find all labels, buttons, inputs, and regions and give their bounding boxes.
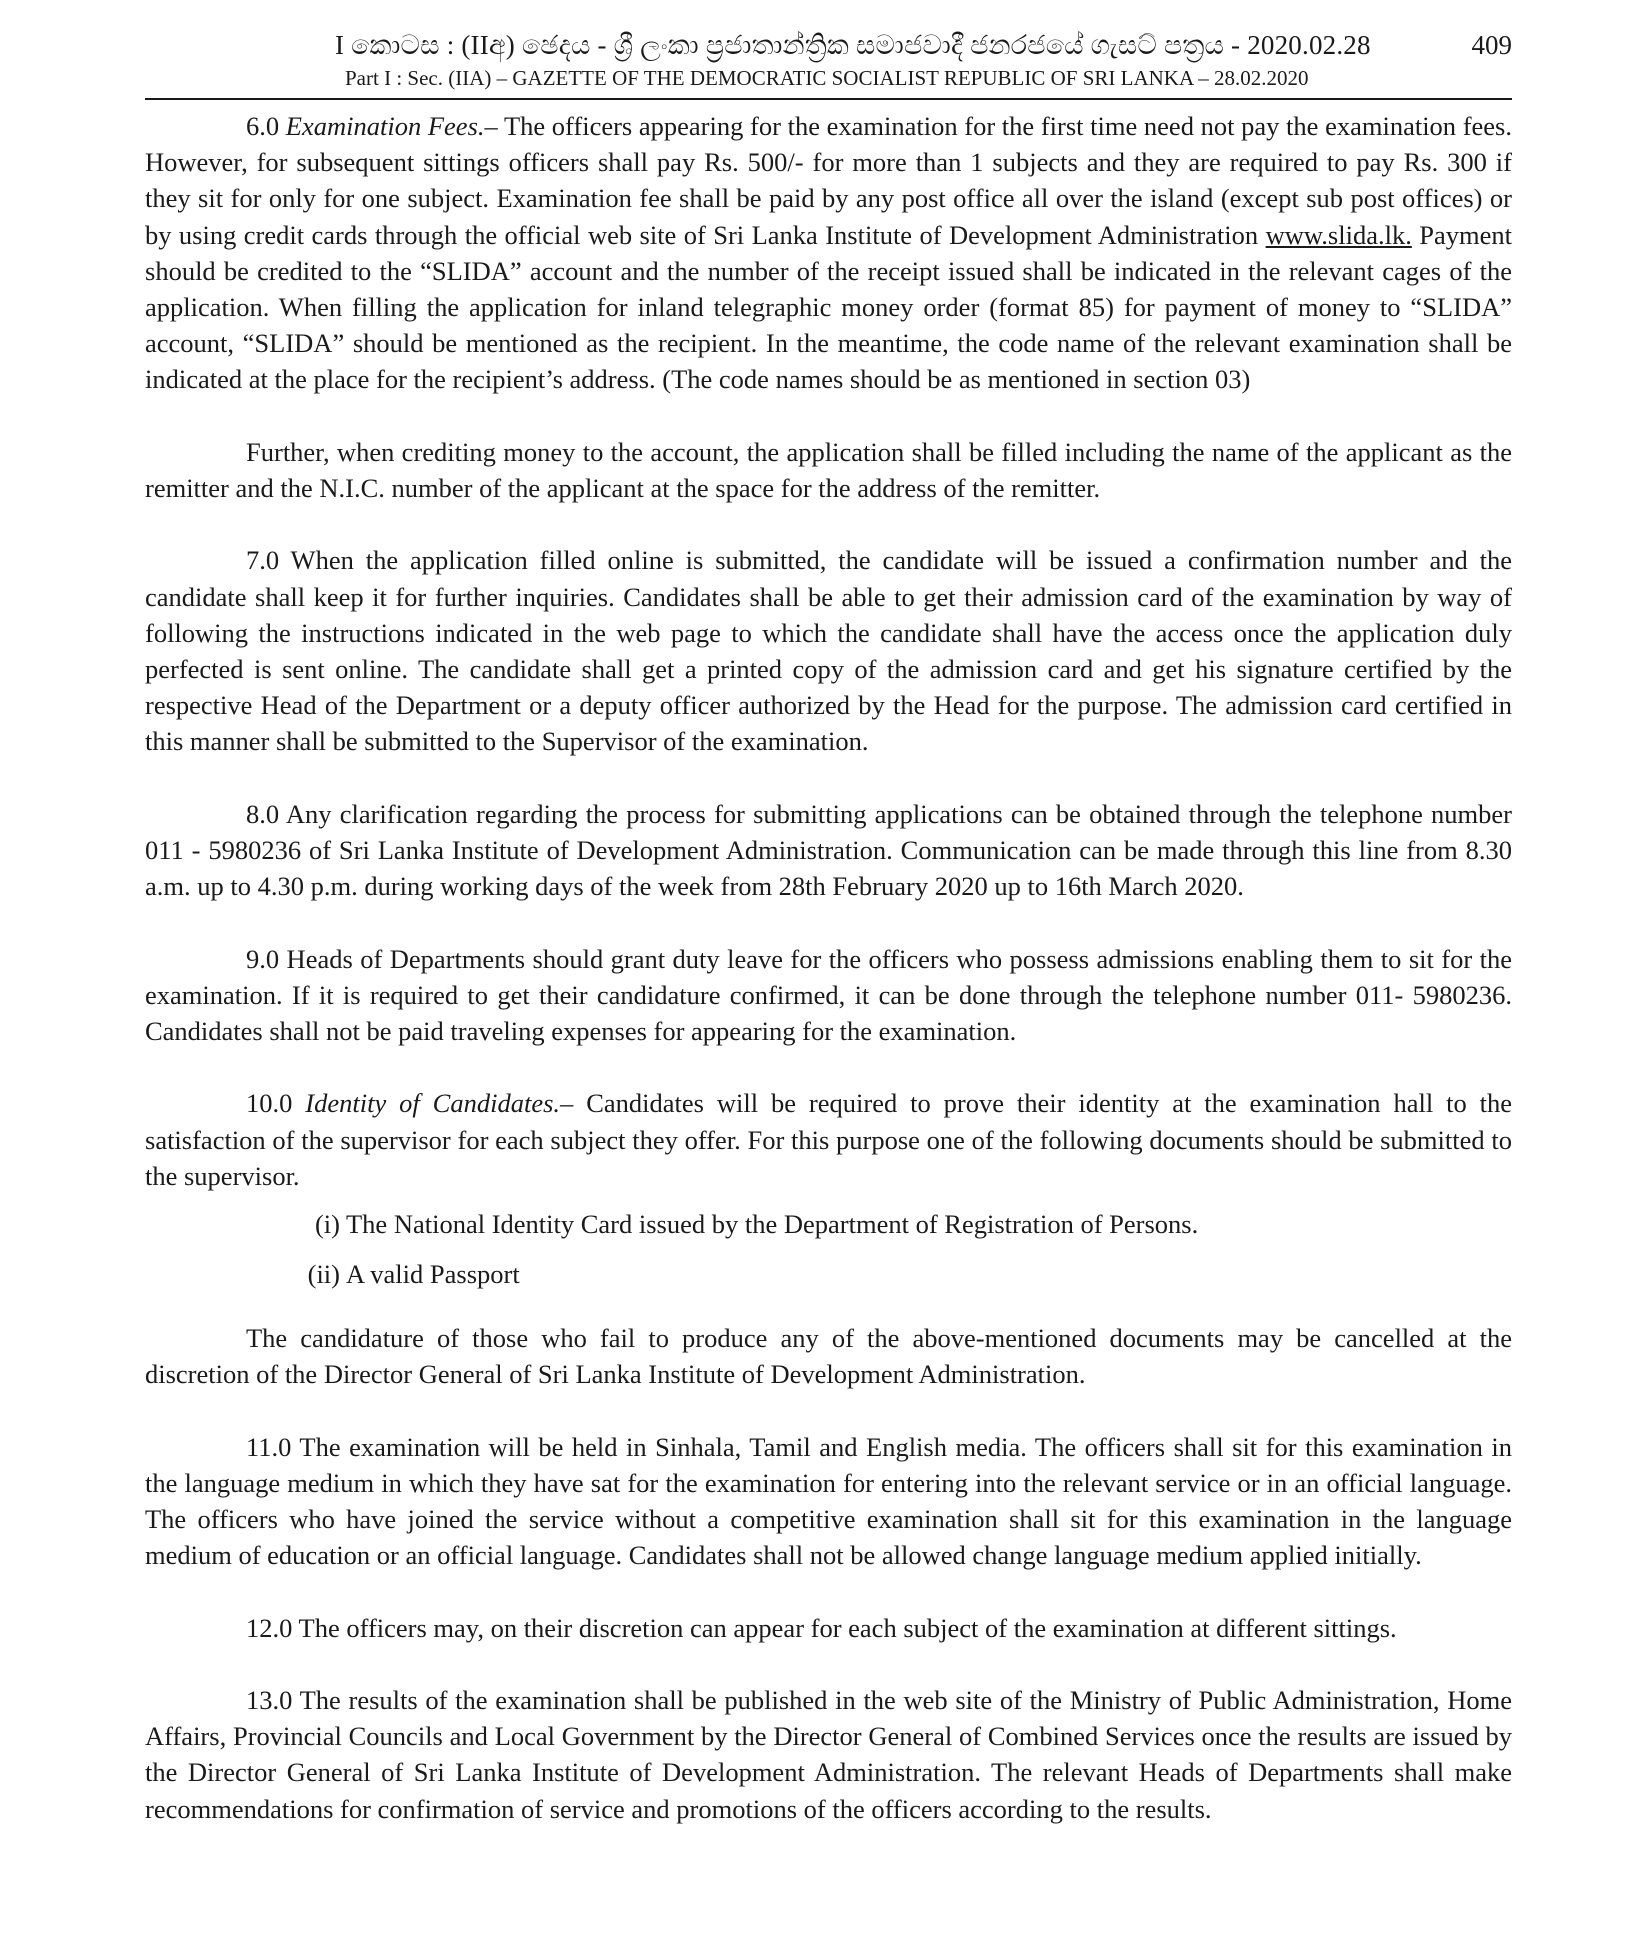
list-item-text: The National Identity Card issued by the Department of Registration of Persons. [346,1209,1199,1240]
slida-website-link[interactable]: www.slida.lk. [1265,219,1412,250]
section-13-paragraph: 13.0 The results of the examination shall be published in the web site of the Ministry of Public Administration, Home Affairs, Provincial Councils and Local Government by the Director General of Combined Services once the results are issued by the Director General of Sri Lanka Institute of Development Administration. The relevant Heads of Departments shall make recommendations for confirmation of service and promotions of the officers according to the results. [145,1685,1512,1824]
list-item-marker: (ii) [307,1259,340,1290]
gazette-page [145,20,1512,1827]
identity-documents-list [145,1206,1512,1306]
section-6-text-a: – The officers appearing for the examination for the first time need not pay the examination fees. However, for subsequent sittings officers shall pay Rs. 500/- for more than 1 subjects and they are required to pay Rs. 300 if they sit for only for one subject. Examination fee shall be paid by any post office all over the island (except sub post offices) or by using credit cards through the official web site of Sri Lanka Institute of Development Administration [145,111,1512,250]
section-11-paragraph: 11.0 The examination will be held in Sinhala, Tamil and English media. The officers shall sit for this examination in the language medium in which they have sat for the examination for entering into the relevant service or in an official language. The officers who have joined the service without a competitive examination shall sit for this examination in the language medium of education or an official language. Candidates shall not be allowed change language medium applied initially. [145,1431,1512,1571]
paragraph-gap [145,398,1512,434]
section-6-text-b: Payment should be credited to the “SLIDA” account and the number of the receipt issued shall be indicated in the relevant cages of the application. When filling the application for inland telegraphic money order (format 85) for payment of money to “SLIDA” account, “SLIDA” should be mentioned as the recipient. In the meantime, the code name of the relevant examination shall be indicated at the place for the recipient’s address. (The code names should be as mentioned in section 03) [145,219,1512,395]
section-10-paragraph [145,1085,1512,1194]
paragraph-gap [145,1049,1512,1085]
paragraph-gap [145,904,1512,940]
paragraph-gap [145,1306,1512,1320]
section-6-paragraph [145,108,1512,398]
paragraph-gap [145,1392,1512,1428]
header-title-english: Part I : Sec. (IIA) – GAZETTE OF THE DEMOCRATIC SOCIALIST REPUBLIC OF SRI LANKA – 28.02.2020 [345,66,1309,90]
list-item [145,1206,1512,1256]
section-10-heading: Identity of Candidates. [305,1088,561,1119]
section-6-further-paragraph: Further, when crediting money to the account, the application shall be filled including the name of the applicant as the remitter and the N.I.C. number of the applicant at the space for the address of the remitter. [145,436,1512,504]
list-item-marker: (i) [314,1209,340,1240]
section-8-paragraph: 8.0 Any clarification regarding the process for submitting applications can be obtained through the telephone number 011 - 5980236 of Sri Lanka Institute of Development Administration. Communication can be made through this line from 8.30 a.m. up to 4.30 p.m. during working days of the week from 28th February 2020 up to 16th March 2020. [145,798,1512,902]
paragraph-gap [145,760,1512,796]
section-6-heading: Examination Fees. [285,111,485,141]
paragraph-gap [145,506,1512,542]
document-body [145,108,1512,1827]
paragraph-gap [145,1646,1512,1682]
section-10-text: – Candidates will be required to prove their identity at the examination hall to the satisfaction of the supervisor for each subject they offer. For this purpose one of the following documents should be submitted to the supervisor. [145,1088,1513,1191]
section-10-number: 10.0 [246,1088,293,1119]
section-6-number: 6.0 [246,111,280,141]
section-10-closing-paragraph: The candidature of those who fail to produce any of the above-mentioned documents may be cancelled at the discretion of the Director General of Sri Lanka Institute of Development Administration. [145,1323,1512,1390]
header-rule [145,98,1512,100]
header-title-sinhala: I කොටස : (IIඅ) ඡෙදය - ශ්‍රී ලංකා ප්‍රජාතාන්ත්‍රික සමාජවාදී ජනරජයේ ගැසට් පත්‍රය - 2020.02.28 [335,30,1371,60]
section-9-paragraph: 9.0 Heads of Departments should grant duty leave for the officers who possess admissions enabling them to sit for the examination. If it is required to get their candidature confirmed, it can be done through the telephone number 011- 5980236. Candidates shall not be paid traveling expenses for appearing for the examination. [145,943,1512,1047]
page-header [145,20,1512,98]
list-item [145,1256,1512,1306]
list-item-text: A valid Passport [346,1259,520,1290]
section-12-paragraph: 12.0 The officers may, on their discretion can appear for each subject of the examination at different sittings. [246,1612,1397,1643]
page-number: 409 [1471,30,1512,60]
paragraph-gap [145,1573,1512,1609]
section-7-paragraph: 7.0 When the application filled online is submitted, the candidate will be issued a confirmation number and the candidate shall keep it for further inquiries. Candidates shall be able to get their admission card of the examination by way of following the instructions indicated in the web page to which the candidate shall have the access once the application duly perfected is sent online. The candidate shall get a printed copy of the admission card and get his signature certified by the respective Head of the Department or a deputy officer authorized by the Head for the purpose. The admission card certified in this manner shall be submitted to the Supervisor of the examination. [145,545,1512,757]
